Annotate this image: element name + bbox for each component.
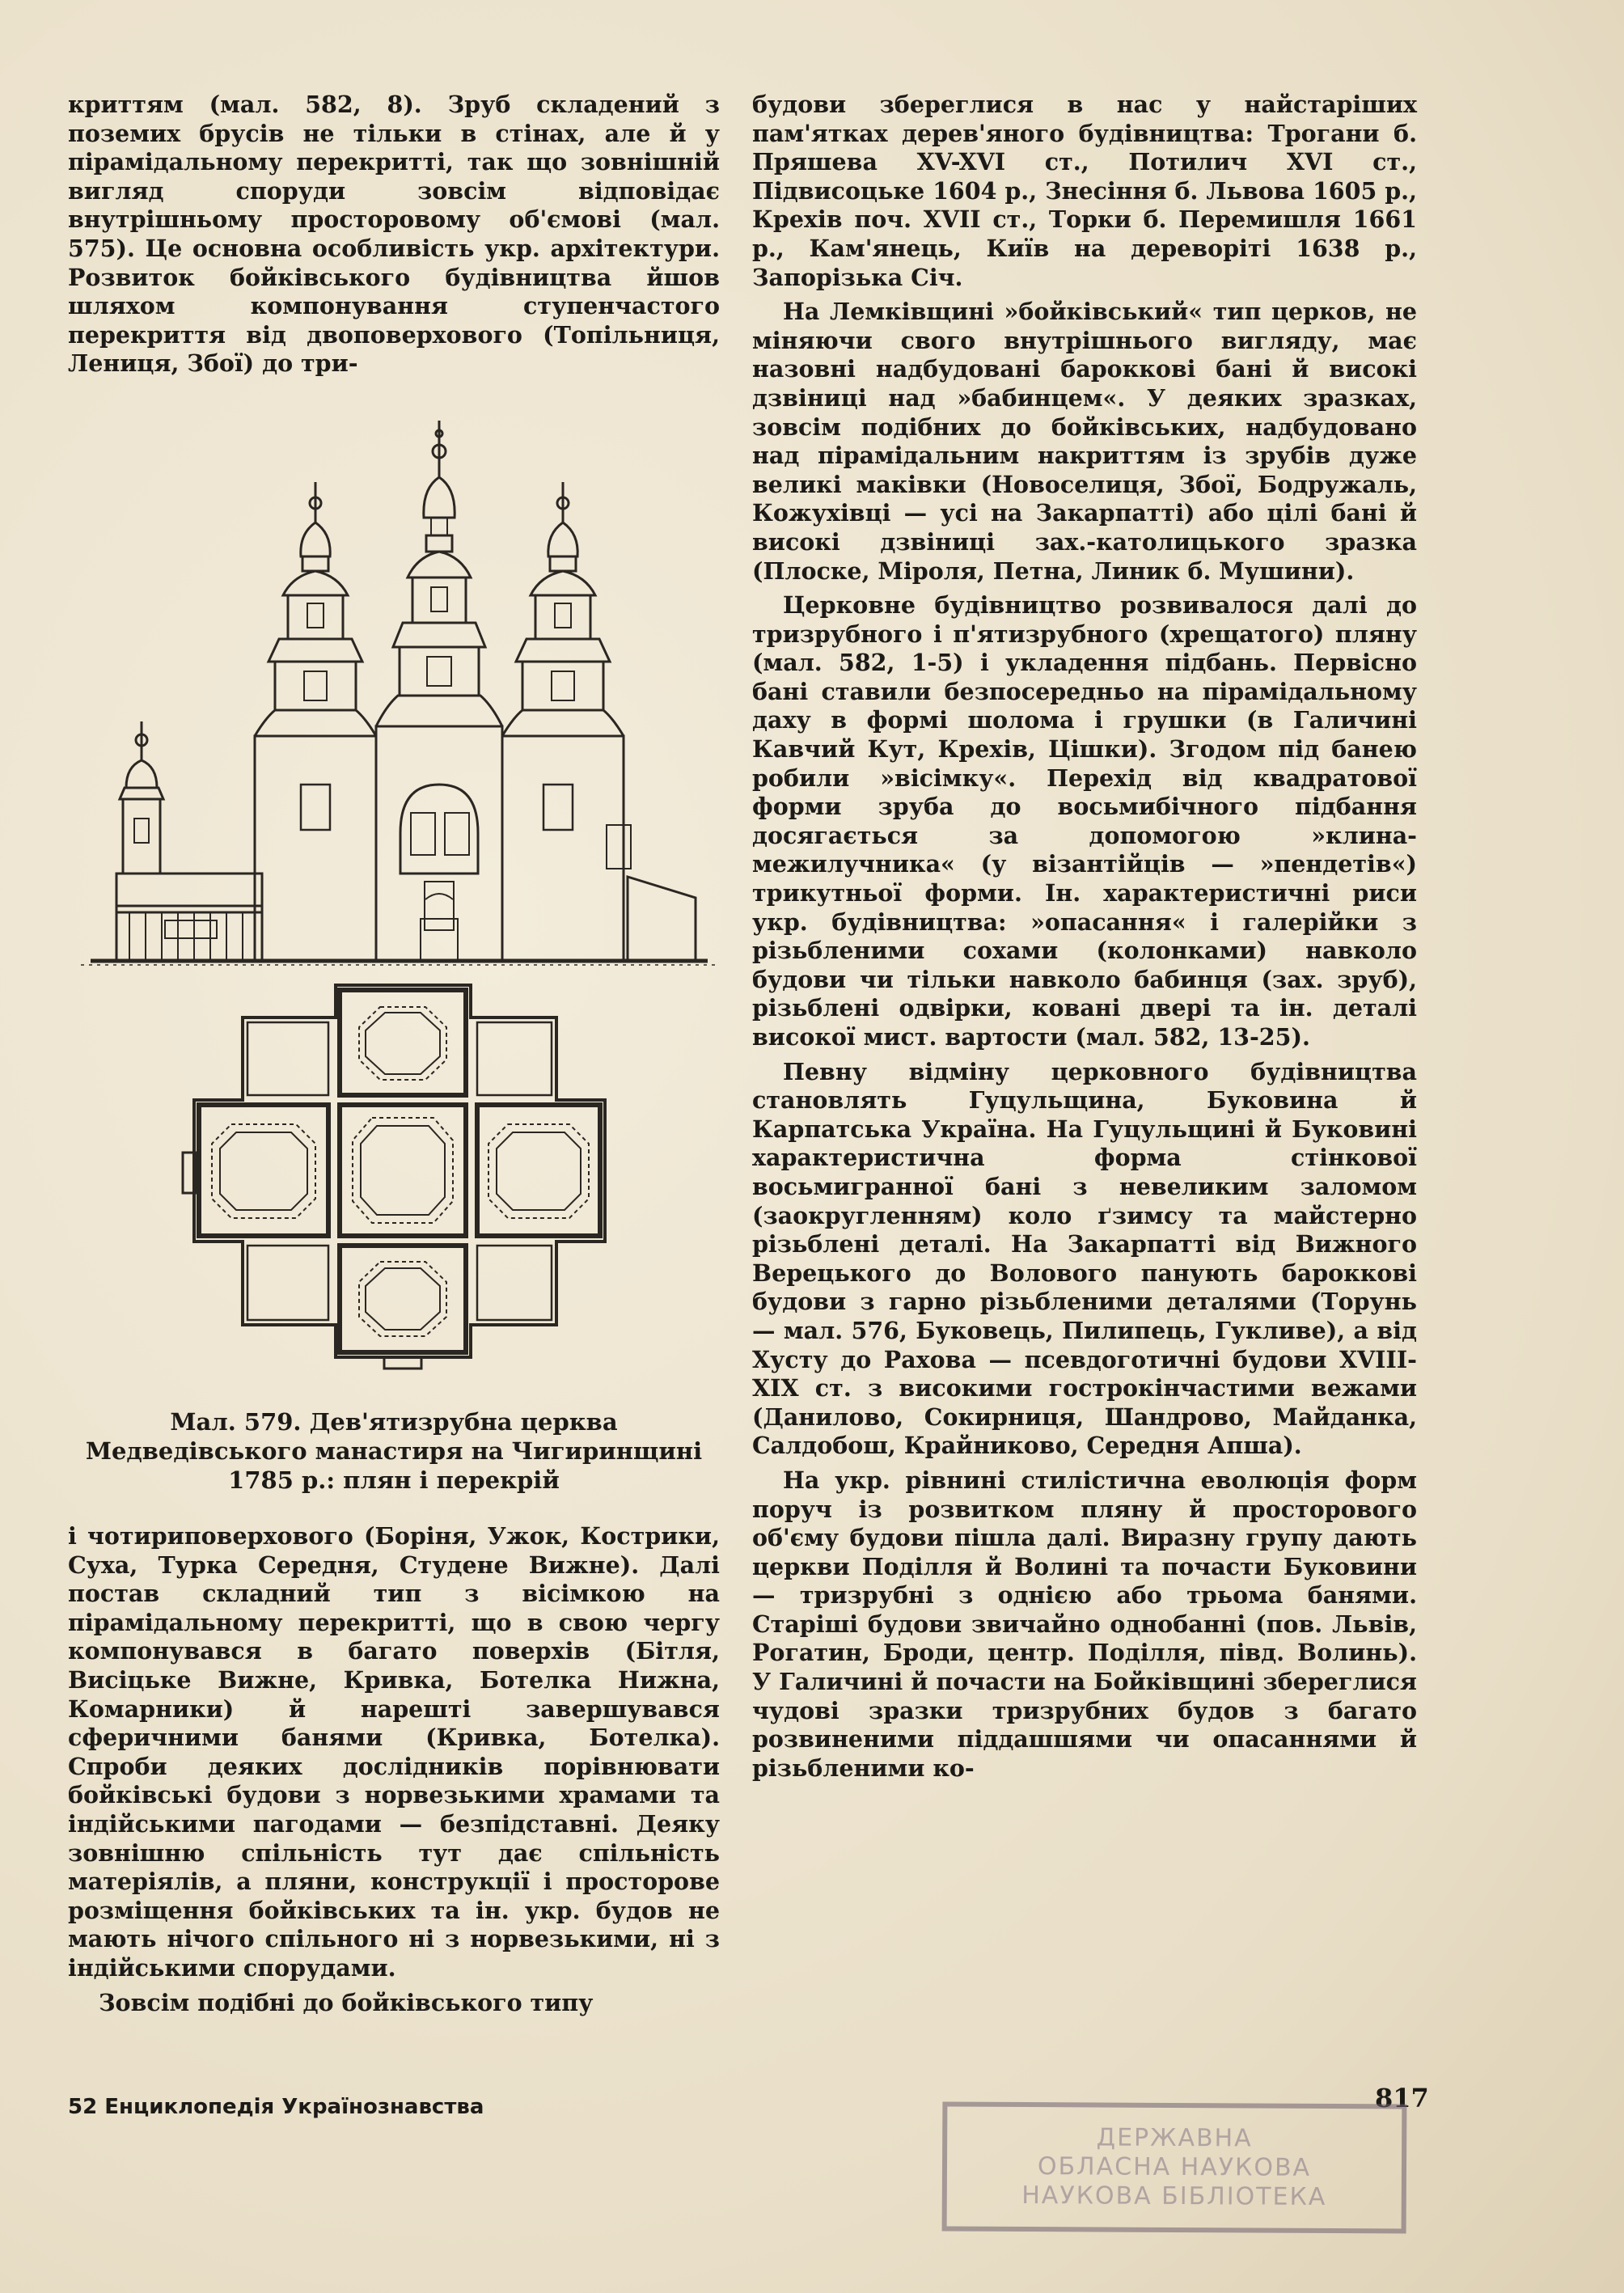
church-plan [183,985,605,1369]
right-column [752,91,1417,1788]
stamp-line: НАУКОВА БІБЛІОТЕКА [1021,2181,1327,2211]
paragraph: Церковне будівництво розвивалося далі до тризрубного і п'ятизрубного (хрещатого) пляну (мал. 582, 1-5) і укладення підбань. Первісно бані ставили безпосередньо на пірамідальному даху в формі шолома і грушки (в Галичині Кавчий Кут, Крехів, Цішки). Згодом під банею робили »вісімку«. Перехід від квадратової форми зруба до восьмибічного підбання досягається за допомогою »клина-межилучника« (у візантійців — »пендетів«) трикутньої форми. Ін. характеристичні риси укр. будівництва: »опасання« і галерійки з різьбленими сохами (колонками) навколо будови чи тільки навколо бабинця (зах. зруб), різьблені одвірки, ковані двері та ін. деталі високої мист. вартости (мал. 582, 13-25). [752,591,1417,1051]
paragraph: Певну відміну церковного будівництва становлять Гуцульщина, Буковина й Карпатська Україна. На Гуцульщині й Буковині характеристична форма стінкової восьмигранної бані з невеликим заломом (заокругленням) коло ґзимсу та майстерно різьблені деталі. На Закарпатті від Вижного Верецького до Волового панують бароккові будови з гарно різьбленими деталями (Торунь — мал. 576, Буковець, Пилипець, Гукливе), а від Хусту до Рахова — псевдоготичні будови XVIII-XIX ст. з високими гострокінчастими вежами (Данилово, Сокирниця, Шандрово, Майданка, Салдобош, Крайниково, Середня Апша). [752,1057,1417,1460]
church-elevation-and-plan-figure [81,404,720,1391]
library-stamp [942,2101,1407,2233]
paragraph: На Лемківщині »бойківський« тип церков, не міняючи свого внутрішнього вигляду, має назовні надбудовані бароккові бані й високі дзвіниці над »бабинцем«. У деяких зразках, зовсім подібних до бойківських, надбудовано над пірамідальним накриттям із зрубів дуже великі маківки (Новоселиця, Збої, Бодружаль, Кожухівці — усі на Закарпатті) або цілі бані й високі дзвіниці зах.-католицького зразка (Плоске, Міроля, Петна, Линик б. Мушини). [752,298,1417,585]
paragraph: криттям (мал. 582, 8). Зруб складений з поземих брусів не тільки в стінах, але й у пірамідальному перекритті, так що зовнішній вигляд споруди зовсім відповідає внутрішньому просторовому об'ємові (мал. 575). Це основна особливість укр. архітектури. Розвиток бойківського будівництва йшов шляхом компонування ступенчастого перекриття від двоповерхового (Топільниця, Лениця, Збої) до три- [68,91,720,378]
paragraph: На укр. рівнині стилістична еволюція форм поруч із розвитком пляну й просторового об'єму будови пішла далі. Виразну групу дають церкви Поділля й Волині та почасти Буковини — тризрубні з однією або трьома банями. Старіші будови звичайно однобанні (пов. Львів, Рогатин, Броди, центр. Поділля, півд. Волинь). У Галичині й почасти на Бойківщині збереглися чудові зразки тризрубних будов з багато розвиненими піддашшями чи опасаннями й різьбленими ко- [752,1466,1417,1782]
paragraph: і чотириповерхового (Боріня, Ужок, Кострики, Суха, Турка Середня, Студене Вижне). Далі постав складний тип з вісімкою на пірамідальному перекритті, що в свою чергу компонувався в багато поверхів (Бітля, Висіцьке Вижне, Кривка, Ботелка Нижна, Комарники) й нарешті завершувався сферичними банями (Кривка, Ботелка). Спроби деяких дослідників порівнювати бойківські будови з норвезькими храмами та індійськими пагодами — безпідставні. Деяку зовнішню спільність тут дає спільність матеріялів, а пляни, конструкції і просторове розміщення бойківських та ін. укр. будов не мають нічого спільного ні з норвезькими, ні з індійськими спорудами. [68,1522,720,1982]
left-column-top [68,91,720,384]
footer-signature: 52 Енциклопедія Українознавства [68,2095,484,2119]
paragraph: Зовсім подібні до бойківського типу [99,1988,594,2016]
stamp-line: ДЕРЖАВНА [1096,2123,1253,2153]
page-number: 817 [1375,2083,1429,2113]
paragraph: будови збереглися в нас у найстаріших пам'ятках дерев'яного будівництва: Трогани б. Пряшева XV-XVI ст., Потилич XVI ст., Підвисоцьке 1604 р., Знесіння б. Львова 1605 р., Крехів поч. XVII ст., Торки б. Перемишля 1661 р., Кам'янець, Київ на дереворіті 1638 р., Запорізька Січ. [752,91,1417,291]
figure-caption: Мал. 579. Дев'ятизрубна церква Медведівського манастиря на Чигиринщині 1785 р.: плян і перекрій [85,1408,703,1494]
stamp-line: ОБЛАСНА НАУКОВА [1037,2152,1312,2182]
church-elevation [81,421,716,965]
left-column-bottom [68,1522,720,2023]
